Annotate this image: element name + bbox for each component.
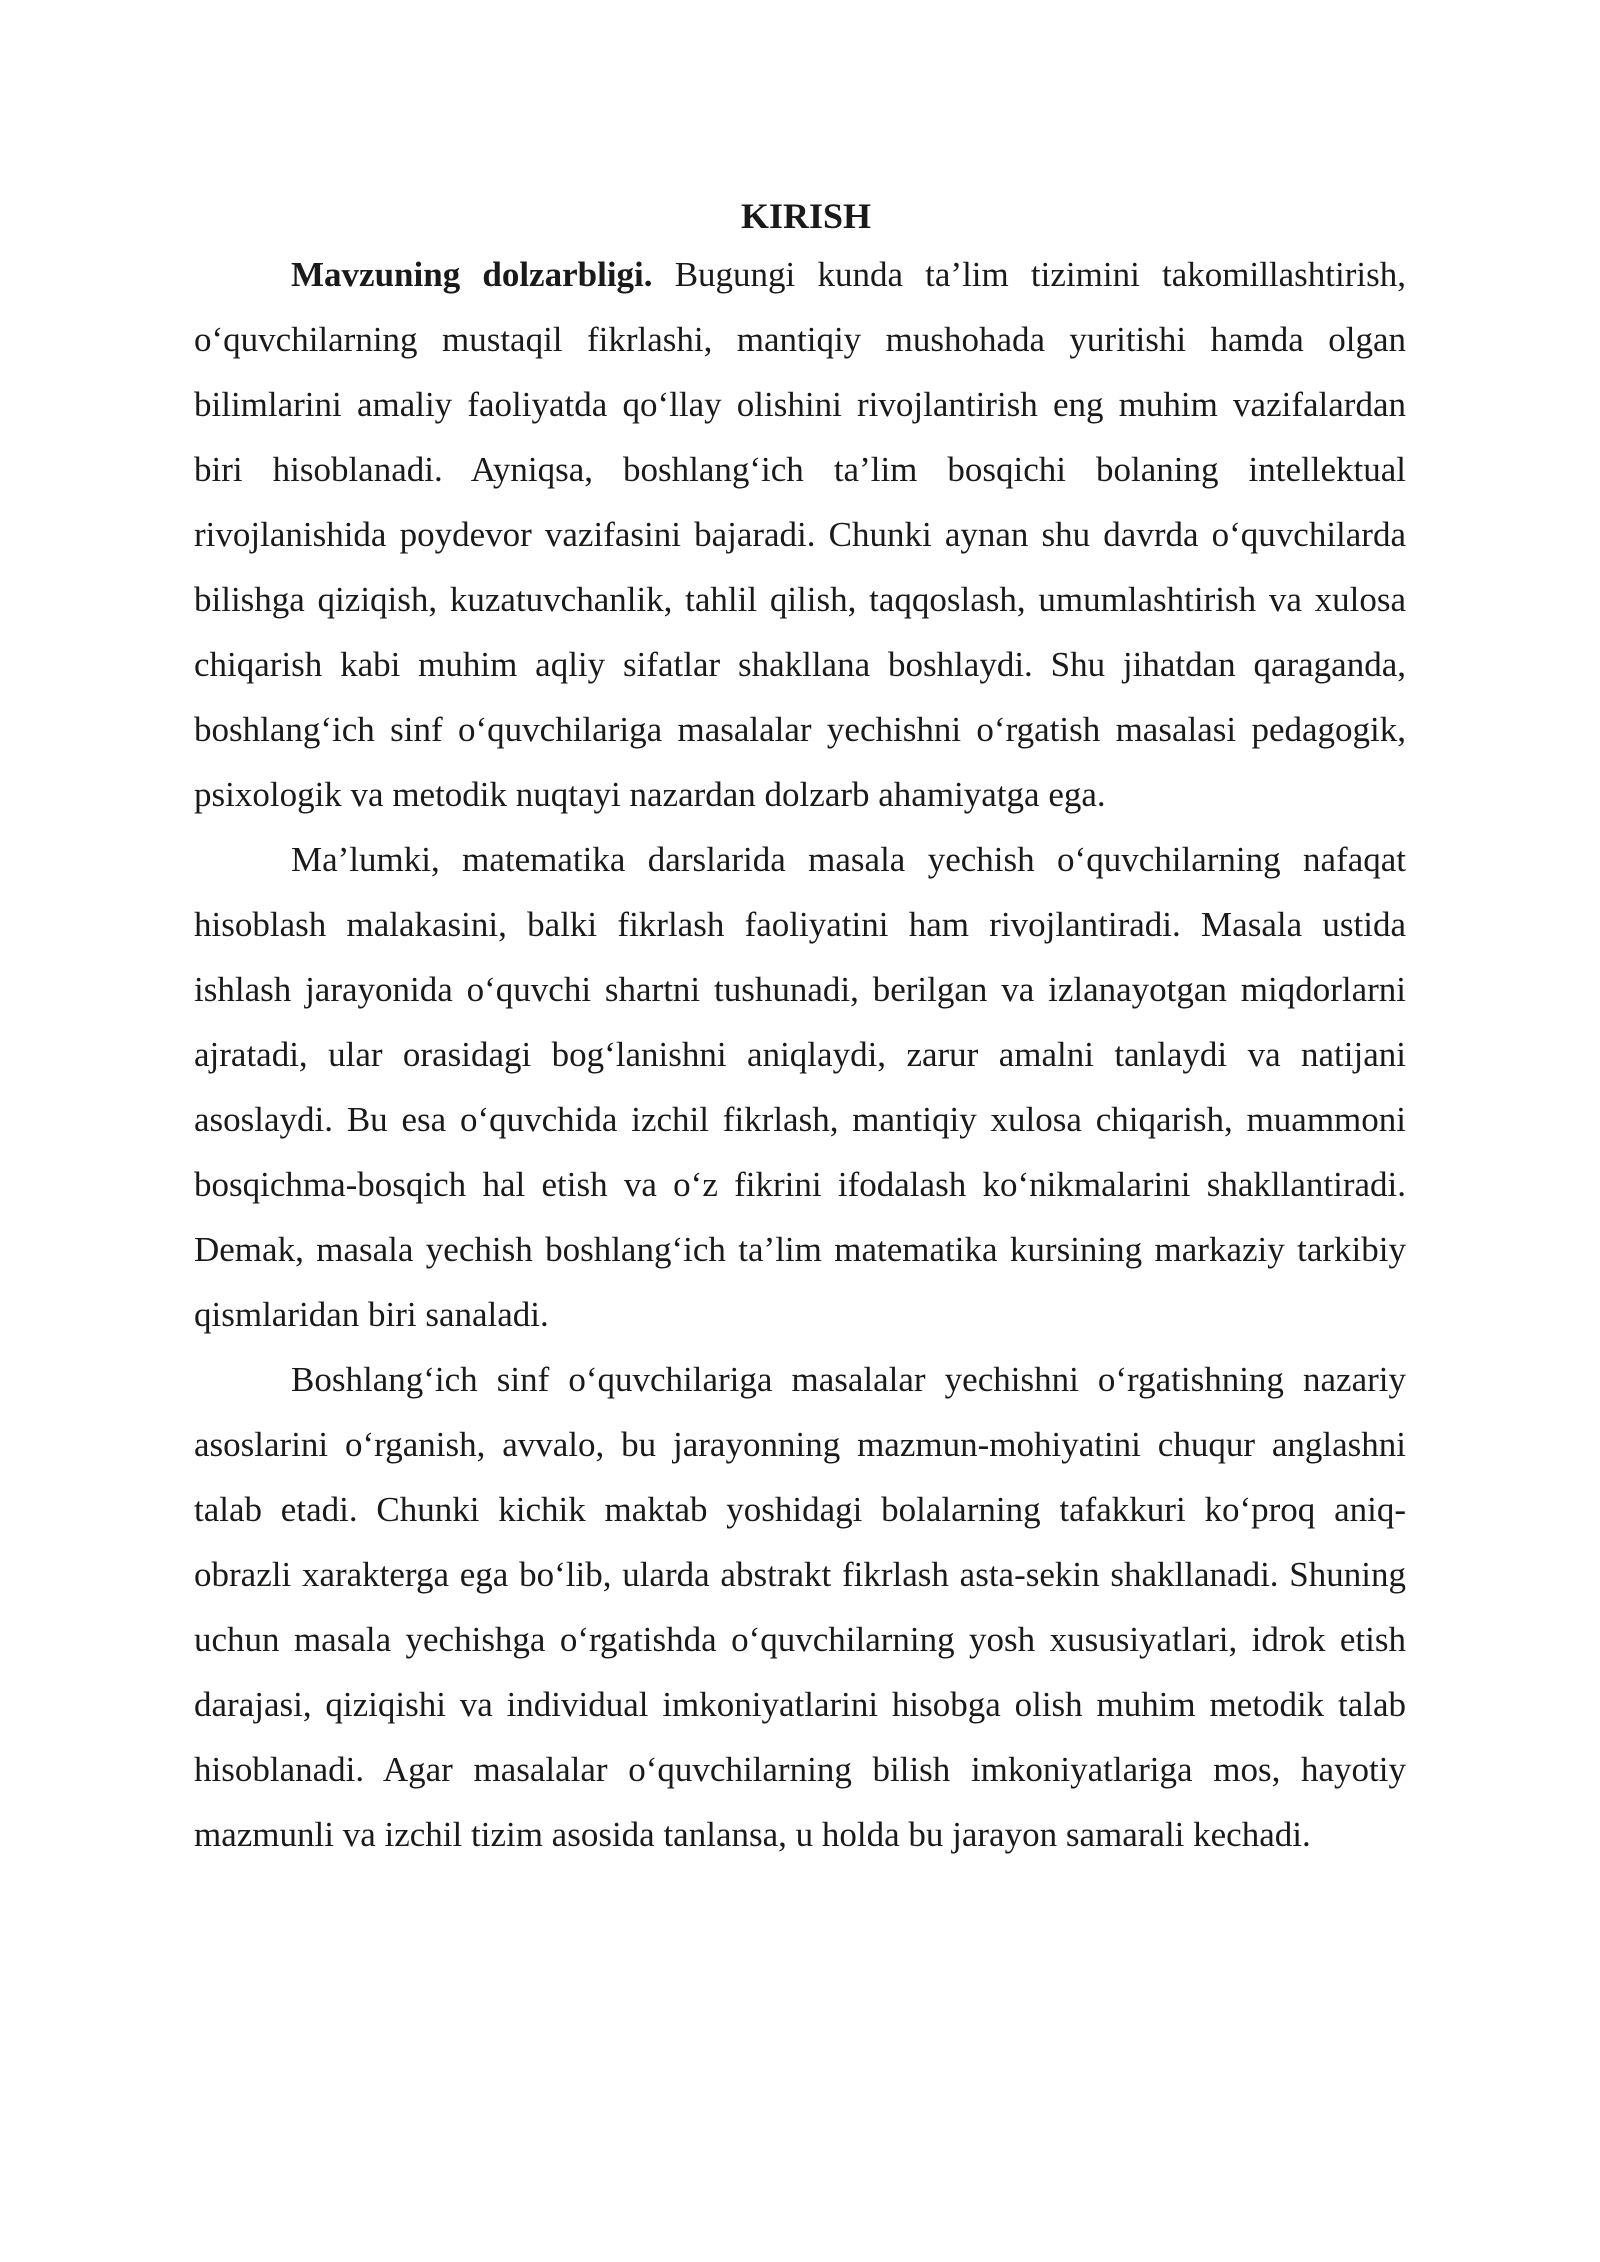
paragraph-text: Boshlang‘ich sinf o‘quvchilariga masalalar yechishni o‘rgatishning nazariy asoslarini o‘rganish, avvalo, bu jarayonning mazmun-mohiyatini chuqur anglashni talab etadi. Chunki kichik maktab yoshidagi bolalarning tafakkuri ko‘proq aniq-obrazli xarakterga ega bo‘lib, ularda abstrakt fikrlash asta-sekin shakllanadi. Shuning uchun masala yechishga o‘rgatishda o‘quvchilarning yosh xususiyatlari, idrok etish darajasi, qiziqishi va individual imkoniyatlarini hisobga olish muhim metodik talab hisoblanadi. Agar masalalar o‘quvchilarning bilish imkoniyatlariga mos, hayotiy mazmunli va izchil tizim asosida tanlansa, u holda bu jarayon samarali kechadi. bbox=[194, 1360, 1406, 1854]
paragraph-theoretical-basis bbox=[194, 1347, 1406, 1867]
paragraph-text: Ma’lumki, matematika darslarida masala yechish o‘quvchilarning nafaqat hisoblash malakasini, balki fikrlash faoliyatini ham rivojlantiradi. Masala ustida ishlash jarayonida o‘quvchi shartni tushunadi, berilgan va izlanayotgan miqdorlarni ajratadi, ular orasidagi bog‘lanishni aniqlaydi, zarur amalni tanlaydi va natijani asoslaydi. Bu esa o‘quvchida izchil fikrlash, mantiqiy xulosa chiqarish, muammoni bosqichma-bosqich hal etish va o‘z fikrini ifodalash ko‘nikmalarini shakllantiradi. Demak, masala yechish boshlang‘ich ta’lim matematika kursining markaziy tarkibiy qismlaridan biri sanaladi. bbox=[194, 840, 1406, 1334]
paragraph-lead-heading: Mavzuning dolzarbligi. bbox=[291, 255, 653, 294]
paragraph-problem-solving bbox=[194, 827, 1406, 1347]
section-title: KIRISH bbox=[740, 196, 872, 236]
paragraph-relevance bbox=[194, 242, 1406, 827]
document-body bbox=[194, 190, 1406, 1867]
paragraph-text: Bugungi kunda ta’lim tizimini takomillashtirish, o‘quvchilarning mustaqil fikrlashi, mantiqiy mushohada yuritishi hamda olgan bilimlarini amaliy faoliyatda qo‘llay olishini rivojlantirish eng muhim vazifalardan biri hisoblanadi. Ayniqsa, boshlang‘ich ta’lim bosqichi bolaning intellektual rivojlanishida poydevor vazifasini bajaradi. Chunki aynan shu davrda o‘quvchilarda bilishga qiziqish, kuzatuvchanlik, tahlil qilish, taqqoslash, umumlashtirish va xulosa chiqarish kabi muhim aqliy sifatlar shakllana boshlaydi. Shu jihatdan qaraganda, boshlang‘ich sinf o‘quvchilariga masalalar yechishni o‘rgatish masalasi pedagogik, psixologik va metodik nuqtayi nazardan dolzarb ahamiyatga ega. bbox=[194, 255, 1406, 814]
